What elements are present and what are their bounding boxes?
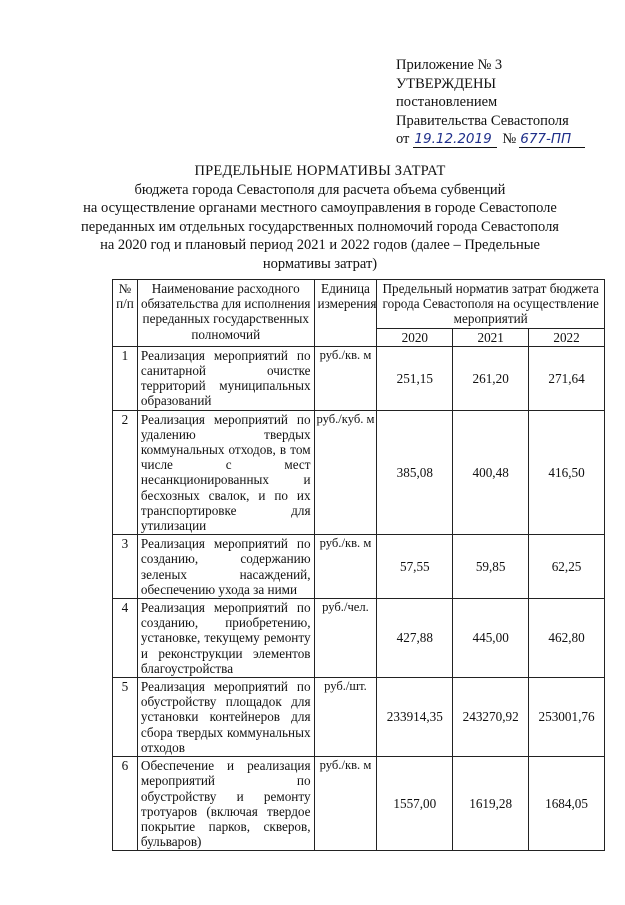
appendix-label: Приложение № 3: [396, 57, 503, 73]
header-year-2021: 2021: [453, 328, 529, 346]
row-value-2020: 233914,35: [377, 678, 453, 757]
row-name: Обеспечение и реализация мероприятий по обустройству и ремонту тротуаров (включая твердое покрытие парков, скверов, бульваров): [137, 757, 314, 851]
table-row: [113, 599, 605, 678]
header-unit: Единица измерения: [314, 280, 377, 347]
row-value-2020: 57,55: [377, 535, 453, 599]
row-value-2020: 427,88: [377, 599, 453, 678]
header-number: № п/п: [113, 280, 138, 347]
row-name: Реализация мероприятий по созданию, содержанию зеленых насаждений, обеспечению ухода за ними: [137, 535, 314, 599]
document-heading: [60, 162, 580, 273]
row-number: 2: [113, 410, 138, 535]
row-value-2020: 1557,00: [377, 757, 453, 851]
document-title: ПРЕДЕЛЬНЫЕ НОРМАТИВЫ ЗАТРАТ: [194, 163, 446, 179]
heading-line-3: переданных им отдельных государственных полномочий города Севастополя: [81, 218, 559, 235]
row-unit: руб./кв. м: [314, 757, 377, 851]
heading-line-4: на 2020 год и плановый период 2021 и 2022 годов (далее – Предельные: [100, 237, 540, 253]
header-year-2022: 2022: [529, 328, 605, 346]
row-value-2021: 261,20: [453, 346, 529, 410]
table-row: [113, 535, 605, 599]
row-unit: руб./кв. м: [314, 346, 377, 410]
row-value-2022: 462,80: [529, 599, 605, 678]
row-unit: руб./кв. м: [314, 535, 377, 599]
handwritten-number: 677-ПП: [519, 131, 585, 148]
row-value-2022: 1684,05: [529, 757, 605, 851]
row-value-2021: 400,48: [453, 410, 529, 535]
approved-label: УТВЕРЖДЕНЫ: [396, 75, 497, 92]
handwritten-date: 19.12.2019: [413, 131, 497, 148]
row-unit: руб./шт.: [314, 678, 377, 757]
number-label: №: [502, 131, 517, 147]
row-value-2021: 59,85: [453, 535, 529, 599]
date-prefix: от: [396, 131, 410, 147]
row-name: Реализация мероприятий по санитарной очистке территорий муниципальных образований: [137, 346, 314, 410]
approval-block: [396, 56, 611, 149]
row-value-2021: 445,00: [453, 599, 529, 678]
norms-table: [112, 279, 605, 851]
header-year-2020: 2020: [377, 328, 453, 346]
row-value-2020: 251,15: [377, 346, 453, 410]
resolution-date-row: [396, 130, 611, 149]
row-name: Реализация мероприятий по удалению твердых коммунальных отходов, в том числе с мест несанкционированных и бесхозных свалок, и по их транспортировке для утилизации: [137, 410, 314, 535]
row-number: 6: [113, 757, 138, 851]
row-unit: руб./чел.: [314, 599, 377, 678]
row-value-2021: 1619,28: [453, 757, 529, 851]
table-row: [113, 757, 605, 851]
heading-line-1: бюджета города Севастополя для расчета объема субвенций: [134, 181, 506, 198]
table-row: [113, 410, 605, 535]
row-name: Реализация мероприятий по обустройству площадок для установки контейнеров для сбора твердых коммунальных отходов: [137, 678, 314, 757]
row-value-2022: 62,25: [529, 535, 605, 599]
row-number: 4: [113, 599, 138, 678]
heading-line-2: на осуществление органами местного самоуправления в городе Севастополе: [83, 200, 557, 216]
table-row: [113, 346, 605, 410]
row-value-2021: 243270,92: [453, 678, 529, 757]
row-number: 1: [113, 346, 138, 410]
table-row: [113, 678, 605, 757]
table-header-row: [113, 280, 605, 329]
row-name: Реализация мероприятий по созданию, приобретению, установке, текущему ремонту и реконструкции элементов благоустройства: [137, 599, 314, 678]
heading-line-5: нормативы затрат): [262, 255, 378, 272]
header-name: Наименование расходного обязательства для исполнения переданных государственных полномочий: [137, 280, 314, 347]
row-value-2022: 253001,76: [529, 678, 605, 757]
resolution-label: постановлением: [396, 94, 498, 110]
government-label: Правительства Севастополя: [396, 112, 569, 129]
row-value-2020: 385,08: [377, 410, 453, 535]
header-norm: Предельный норматив затрат бюджета города Севастополя на осуществление мероприятий: [377, 280, 605, 329]
row-value-2022: 416,50: [529, 410, 605, 535]
row-unit: руб./куб. м: [314, 410, 377, 535]
row-number: 3: [113, 535, 138, 599]
row-value-2022: 271,64: [529, 346, 605, 410]
row-number: 5: [113, 678, 138, 757]
